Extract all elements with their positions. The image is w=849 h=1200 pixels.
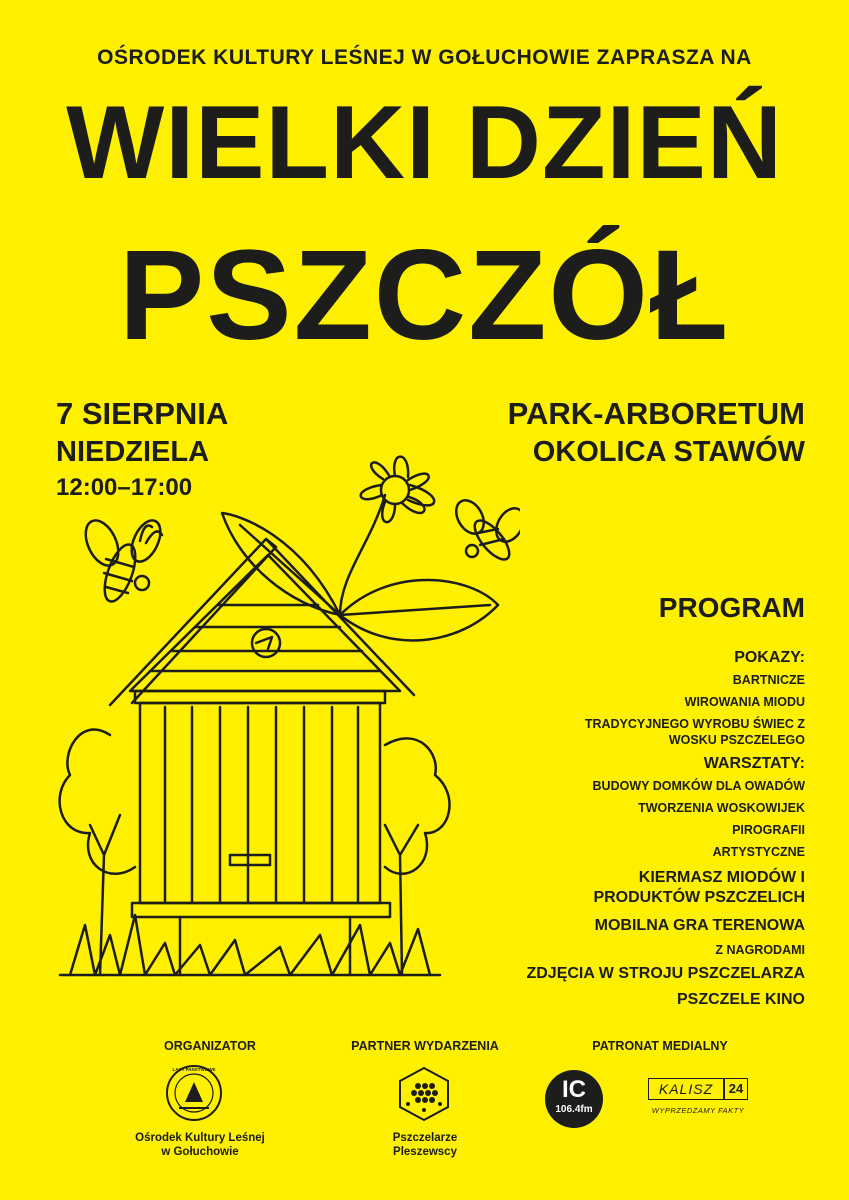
program-title: PROGRAM <box>658 592 805 623</box>
radio-logo-mark: IC <box>562 1076 586 1103</box>
highlight-item: KIERMASZ MIODÓW I PRODUKTÓW PSZCZELICH <box>593 869 805 906</box>
organizer-name-line1: Ośrodek Kultury Leśnej <box>135 1132 265 1144</box>
highlight-item: PSZCZELE KINO <box>676 991 805 1008</box>
highlight-item: ZDJĘCIA W STROJU PSZCZELARZA <box>526 965 805 982</box>
partner-name-line2: Pleszewscy <box>393 1146 457 1158</box>
list-item: PIROGRAFII <box>732 823 805 837</box>
beehive-body <box>132 691 390 975</box>
organizer-name <box>100 1131 300 1159</box>
partner-label: PARTNER WYDARZENIA <box>351 1039 499 1053</box>
lasy-logo-icon <box>165 1064 223 1122</box>
event-date: 7 SIERPNIA <box>56 396 229 431</box>
honeycomb-logo-icon <box>396 1066 452 1122</box>
bee-icon-left <box>79 515 166 605</box>
bee-icon-right <box>451 495 520 564</box>
organizer-label: ORGANIZATOR <box>164 1039 256 1053</box>
highlight-subitem: Z NAGRODAMI <box>715 943 805 957</box>
partner-name <box>345 1131 505 1159</box>
list-item: BUDOWY DOMKÓW DLA OWADÓW <box>592 779 805 793</box>
lasy-logo-text: LASY PAŃSTWOWE <box>172 1067 216 1072</box>
list-item: BARTNICZE <box>732 673 805 687</box>
partner-name-line1: Pszczelarze <box>392 1132 458 1144</box>
section-heading: WARSZTATY: <box>703 755 805 772</box>
kalisz-logo-text: KALISZ <box>648 1078 724 1100</box>
organizer-name-line2: w Gołuchowie <box>161 1146 239 1158</box>
title-line-2: PSZCZÓŁ <box>118 224 731 367</box>
lasy-panstwowe-logo <box>165 1064 223 1122</box>
radio-logo <box>545 1070 603 1128</box>
kalisz-logo-number: 24 <box>724 1078 748 1100</box>
flower-icon <box>222 457 498 641</box>
kalisz-tagline: WYPRZEDZAMY FAKTY <box>651 1106 745 1115</box>
list-item: WIROWANIA MIODU <box>684 695 805 709</box>
list-item: TRADYCYJNEGO WYROBU ŚWIEC Z WOSKU PSZCZELEGO <box>584 717 805 747</box>
kalisz24-logo <box>648 1078 748 1118</box>
media-label: PATRONAT MEDIALNY <box>592 1039 728 1053</box>
event-venue-detail: OKOLICA STAWÓW <box>532 436 805 468</box>
event-day: NIEDZIELA <box>56 436 210 468</box>
beehive-roof <box>110 539 414 705</box>
event-hours: 12:00–17:00 <box>56 474 193 501</box>
list-item: TWORZENIA WOSKOWIJEK <box>638 801 805 815</box>
intro-line: OŚRODEK KULTURY LEŚNEJ W GOŁUCHOWIE ZAPRASZA NA <box>97 46 752 69</box>
tree-left <box>60 730 135 975</box>
program-list <box>425 648 805 1010</box>
title-line-1: WIELKI DZIEŃ <box>66 85 783 201</box>
list-item: ARTYSTYCZNE <box>712 845 805 859</box>
section-heading: POKAZY: <box>734 649 805 666</box>
highlight-item: MOBILNA GRA TERENOWA <box>594 917 805 934</box>
event-venue: PARK-ARBORETUM <box>507 396 805 431</box>
radio-logo-text: 106.4fm <box>555 1104 593 1115</box>
grass <box>60 915 440 975</box>
